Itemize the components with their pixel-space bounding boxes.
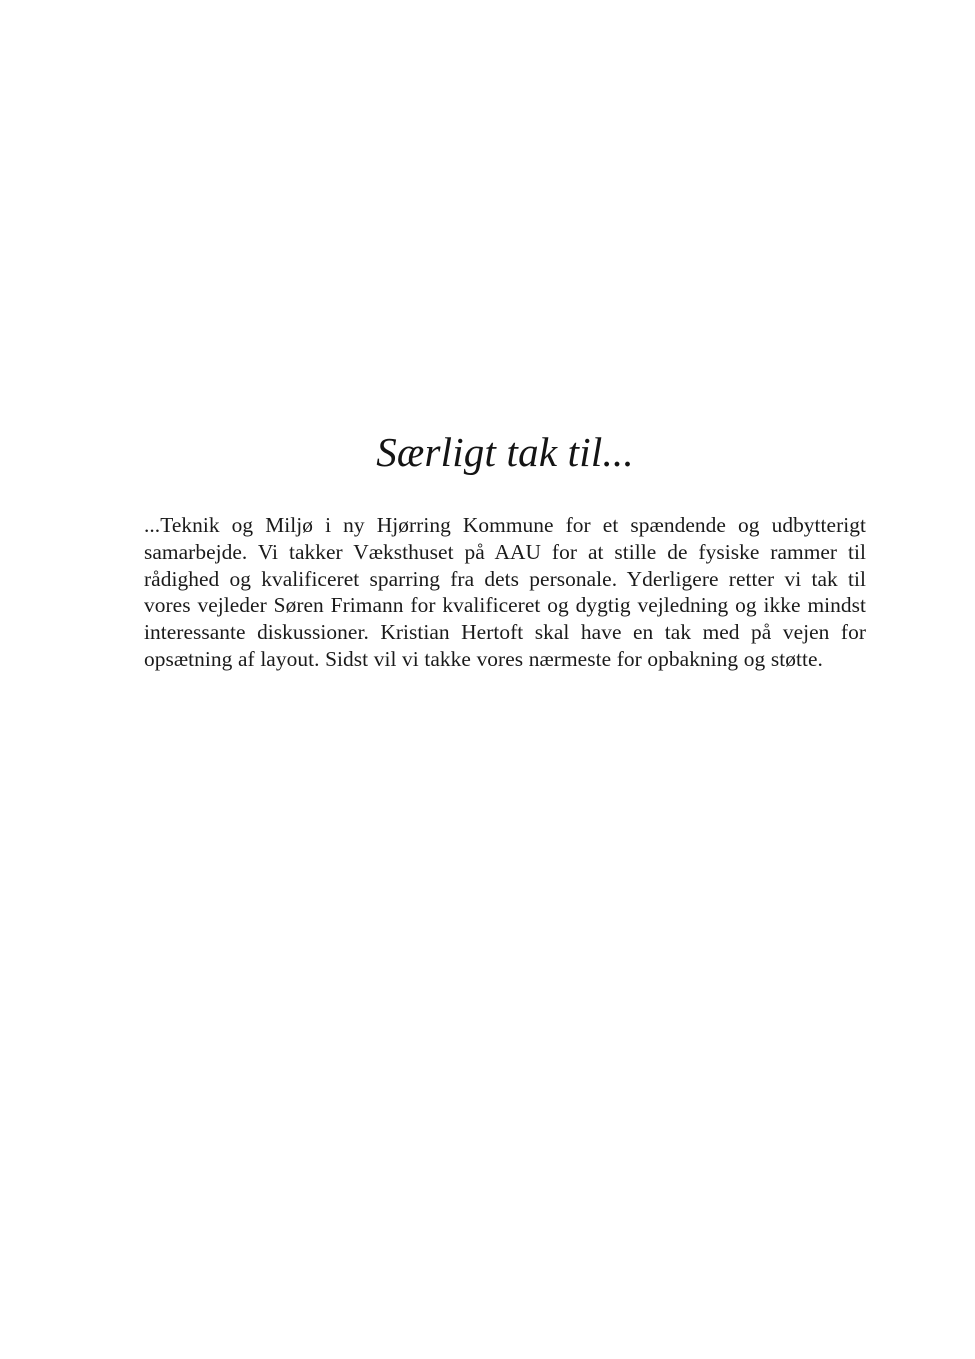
page-title: Særligt tak til... — [376, 429, 634, 475]
acknowledgements-paragraph: ...Teknik og Miljø i ny Hjørring Kommune for et spændende og udbytterigt samarbejde. Vi takker Væksthuset på AAU for at stille de fysiske rammer til rådighed og kvalificeret sparring fra dets personale. Yderligere retter vi tak til vores vejleder Søren Frimann for kvalificeret og dygtig vejledning og ikke mindst interessante diskussioner. Kristian Hertoft skal have en tak med på vejen for opsætning af layout. Sidst vil vi takke vores nærmeste for opbakning og støtte. — [144, 513, 866, 671]
acknowledgements-section — [144, 512, 866, 673]
